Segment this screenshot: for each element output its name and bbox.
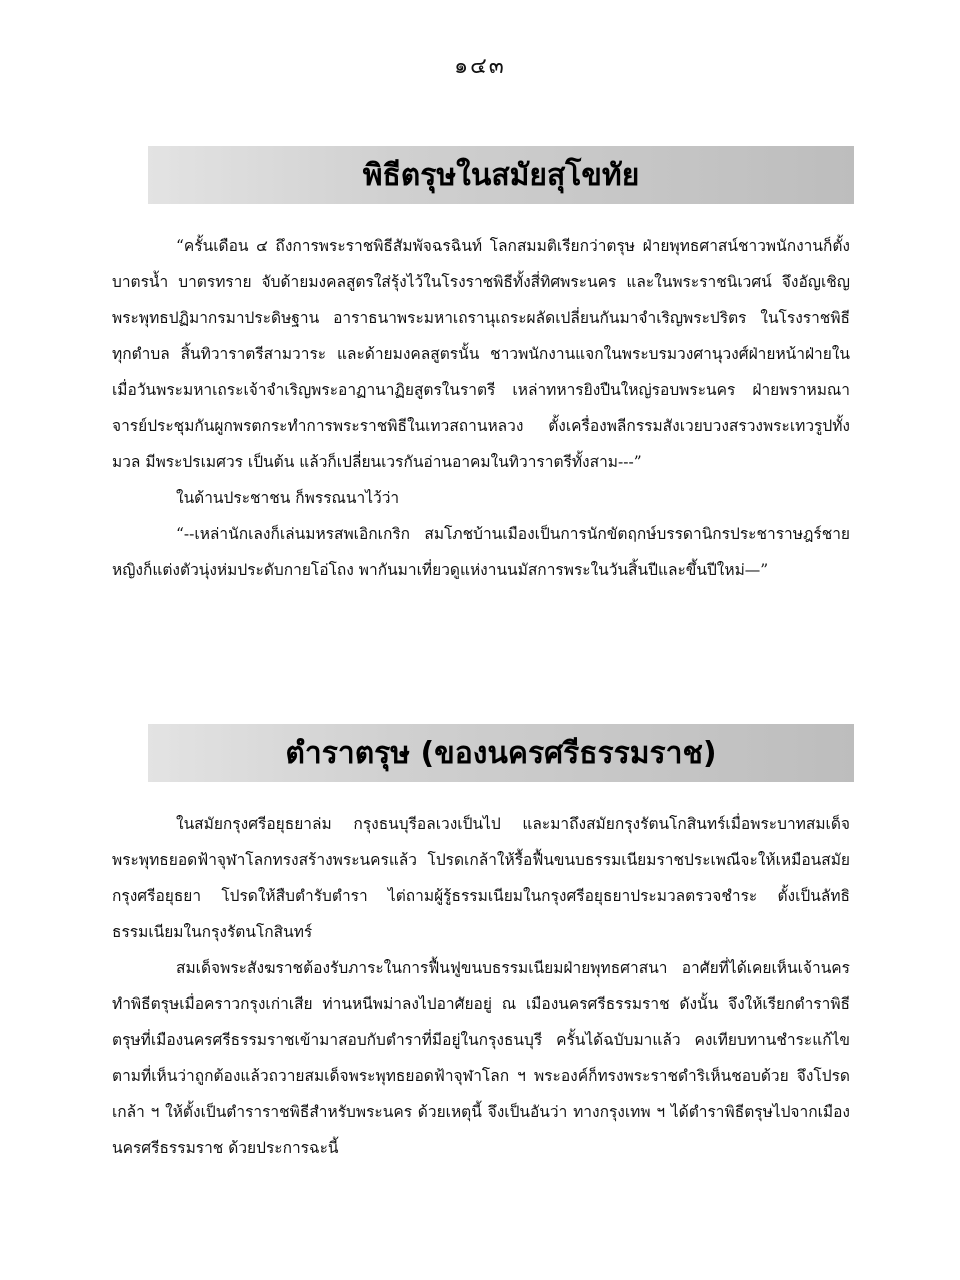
body-paragraph: ในสมัยกรุงศรีอยุธยาล่ม กรุงธนบุรีอลเวงเป็นไป และมาถึงสมัยกรุงรัตนโกสินทร์เมื่อพระบาทสมเด็จพระพุทธยอดฟ้าจุฬาโลกทรงสร้างพระนครแล้ว โปรดเกล้าให้รื้อฟื้นขนบธรรมเนียมราชประเพณีจะให้เหมือนสมัยกรุงศรีอยุธยา โปรดให้สืบตำรับตำรา ไต่ถามผู้รู้ธรรมเนียมในกรุงศรีอยุธยาประมวลตรวจชำระ ตั้งเป็นลัทธิธรรมเนียมในกรุงรัตนโกสินทร์ [112, 815, 850, 941]
section-heading-banner [148, 724, 854, 782]
section-body [112, 228, 850, 588]
section-heading-banner [148, 146, 854, 204]
quote-paragraph: “ครั้นเดือน ๔ ถึงการพระราชพิธีสัมพัจฉรฉินท์ โลกสมมติเรียกว่าตรุษ ฝ่ายพุทธศาสน์ชาวพนักงานก็ตั้งบาตรน้ำ บาตรทราย จับด้ายมงคลสูตรใส่รุ้งไว้ในโรงราชพิธีทั้งสี่ทิศพระนคร และในพระราชนิเวศน์ จึงอัญเชิญพระพุทธปฏิมากรมาประดิษฐาน อาราธนาพระมหาเถรานุเถระผลัดเปลี่ยนกันมาจำเริญพระปริตร ในโรงราชพิธีทุกตำบล สิ้นทิวาราตรีสามวาระ และด้ายมงคลสูตรนั้น ชาวพนักงานแจกในพระบรมวงศานุวงศ์ฝ่ายหน้าฝ่ายใน เมื่อวันพระมหาเถระเจ้าจำเริญพระอาฏานาฏิยสูตรในราตรี เหล่าทหารยิงปืนใหญ่รอบพระนคร ฝ่ายพราหมณาจารย์ประชุมกันผูกพรตกระทำการพระราชพิธีในเทวสถานหลวง ตั้งเครื่องพลีกรรมสังเวยบวงสรวงพระเทวรูปทั้งมวล มีพระปรเมศวร เป็นต้น แล้วก็เปลี่ยนเวรกันอ่านอาคมในทิวาราตรีทั้งสาม---” [112, 237, 850, 471]
page-number: ๑๔๓ [454, 54, 506, 79]
section-heading: พิธีตรุษในสมัยสุโขทัย [362, 157, 640, 193]
intro-paragraph: ในด้านประชาชน ก็พรรณนาไว้ว่า [176, 489, 400, 507]
section-heading: ตำราตรุษ (ของนครศรีธรรมราช) [285, 735, 717, 771]
quote-paragraph: “--เหล่านักเลงก็เล่นมหรสพเอิกเกริก สมโภชบ้านเมืองเป็นการนักขัตฤกษ์บรรดานิกรประชาราษฎร์ชายหญิงก็แต่งตัวนุ่งห่มประดับกายโอ่โถง พากันมาเที่ยวดูแห่งานนมัสการพระในวันสิ้นปีและขึ้นปีใหม่—” [112, 525, 850, 579]
body-paragraph: สมเด็จพระสังฆราชต้องรับภาระในการฟื้นฟูขนบธรรมเนียมฝ่ายพุทธศาสนา อาศัยที่ได้เคยเห็นเจ้านครทำพิธีตรุษเมื่อคราวกรุงเก่าเสีย ท่านหนีพม่าลงไปอาศัยอยู่ ณ เมืองนครศรีธรรมราช ดังนั้น จึงให้เรียกตำราพิธีตรุษที่เมืองนครศรีธรรมราชเข้ามาสอบกับตำราที่มีอยู่ในกรุงธนบุรี ครั้นได้ฉบับมาแล้ว คงเทียบทานชำระแก้ไขตามที่เห็นว่าถูกต้องแล้วถวายสมเด็จพระพุทธยอดฟ้าจุฬาโลก ฯ พระองค์ก็ทรงพระราชดำริเห็นชอบด้วย จึงโปรดเกล้า ฯ ให้ตั้งเป็นตำราราชพิธีสำหรับพระนคร ด้วยเหตุนี้ จึงเป็นอันว่า ทางกรุงเทพ ฯ ได้ตำราพิธีตรุษไปจากเมืองนครศรีธรรมราช ด้วยประการฉะนี้ [112, 959, 850, 1157]
section-body [112, 806, 850, 1166]
